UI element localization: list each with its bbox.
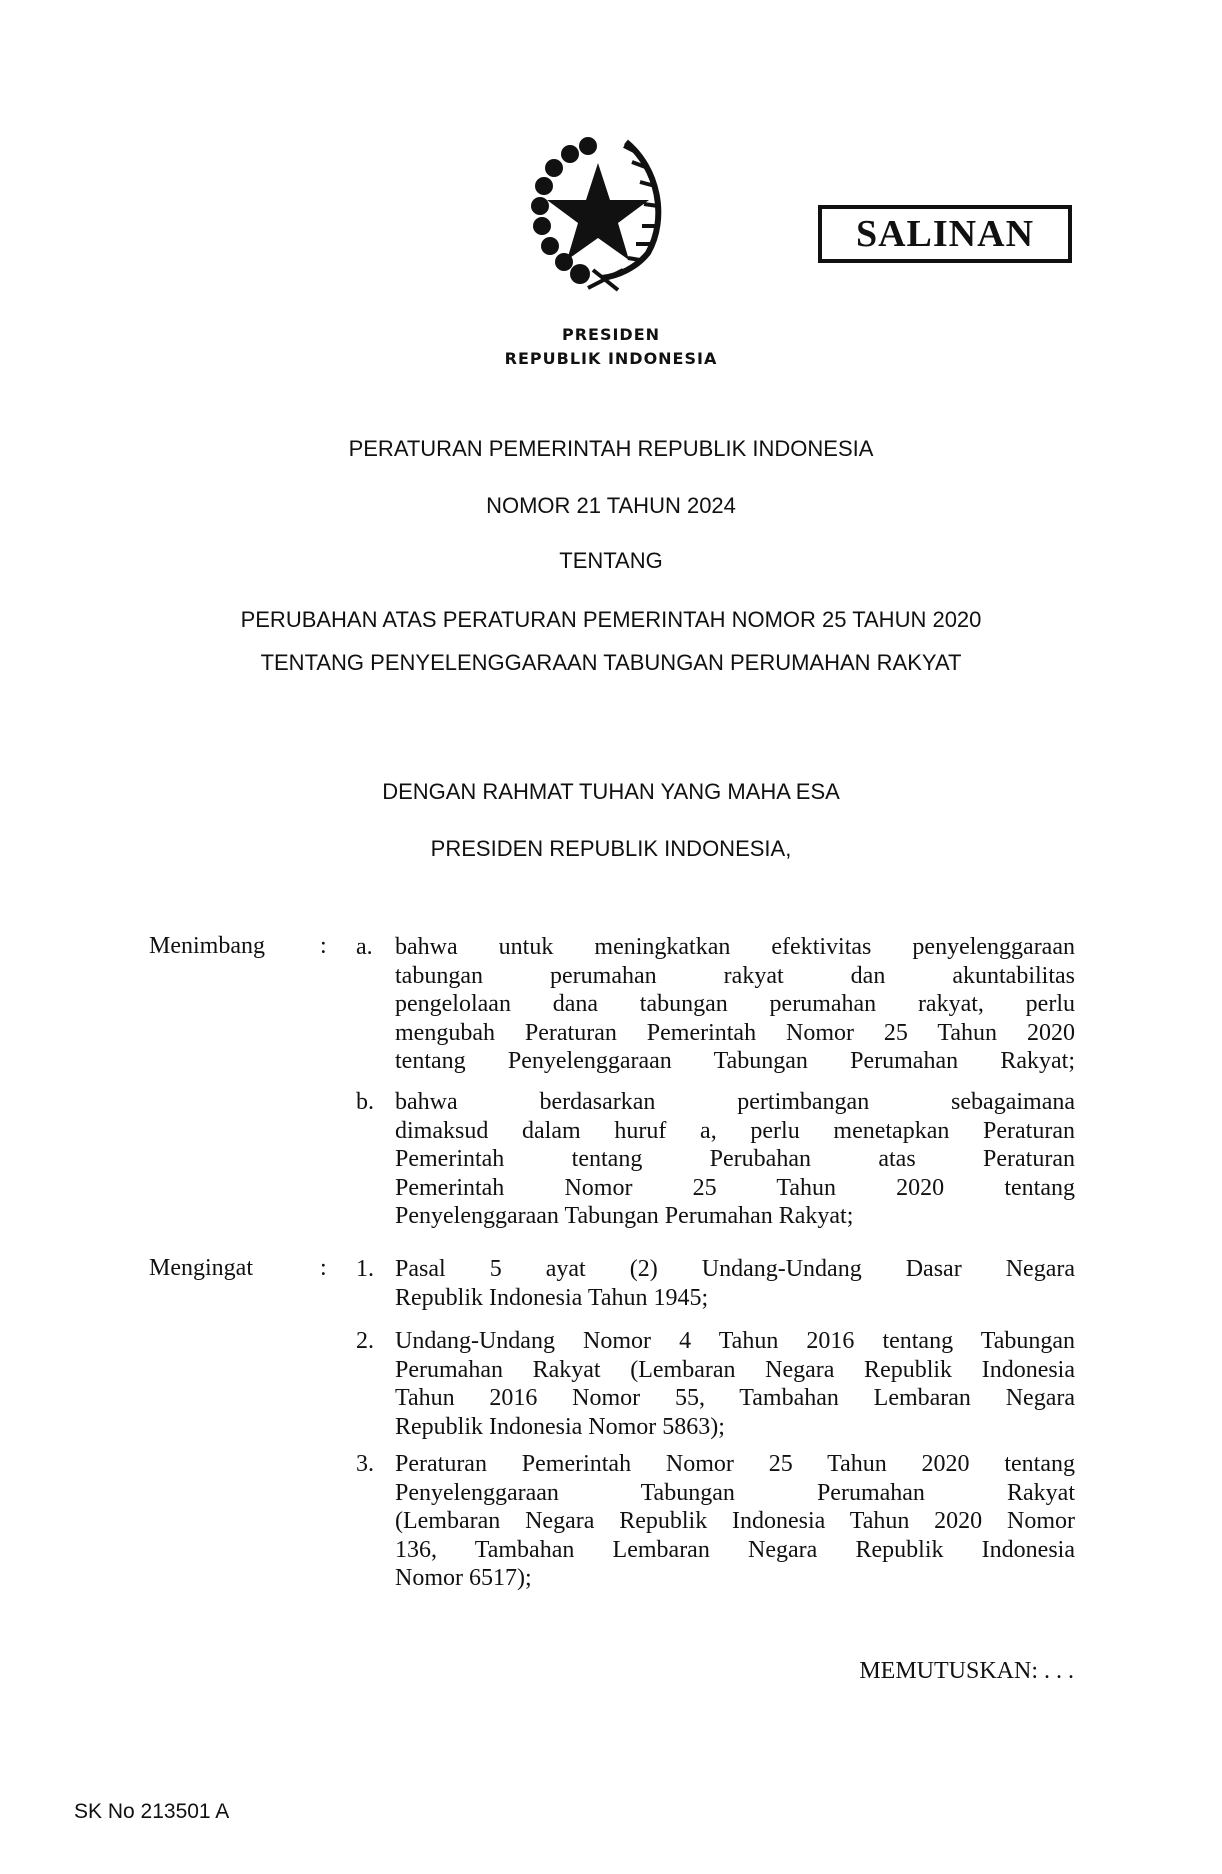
mengingat-label: Mengingat (149, 1255, 253, 1281)
regulation-subject-line2: TENTANG PENYELENGGARAAN TABUNGAN PERUMAHAN RAKYAT (260, 650, 962, 675)
item-marker: 1. (356, 1256, 374, 1282)
item-line: Pemerintah tentang Perubahan atas Peraturan (395, 1146, 1075, 1173)
item-line: Penyelenggaraan Tabungan Perumahan Rakyat (395, 1479, 1075, 1506)
item-line: Nomor 6517); (395, 1565, 532, 1592)
item-line: (Lembaran Negara Republik Indonesia Tahun 2020 Nomor (395, 1508, 1075, 1535)
item-marker: b. (356, 1089, 374, 1115)
item-line: Undang-Undang Nomor 4 Tahun 2016 tentang Tabungan (395, 1328, 1075, 1354)
item-line: tentang Penyelenggaraan Tabungan Perumahan Rakyat; (395, 1048, 1075, 1075)
item-line: Penyelenggaraan Tabungan Perumahan Rakyat; (395, 1203, 854, 1230)
menimbang-label: Menimbang (149, 933, 265, 959)
preamble-invocation: DENGAN RAHMAT TUHAN YANG MAHA ESA (382, 779, 840, 804)
item-line: Perumahan Rakyat (Lembaran Negara Republik Indonesia (395, 1356, 1075, 1383)
item-line: Republik Indonesia Nomor 5863); (395, 1413, 725, 1440)
item-line: pengelolaan dana tabungan perumahan rakyat, perlu (395, 991, 1075, 1018)
item-line: dimaksud dalam huruf a, perlu menetapkan Peraturan (395, 1117, 1075, 1144)
item-line: Republik Indonesia Tahun 1945; (395, 1284, 709, 1311)
item-line: Peraturan Pemerintah Nomor 25 Tahun 2020 tentang (395, 1451, 1075, 1477)
tentang-heading: TENTANG (559, 548, 663, 573)
mengingat-colon: : (320, 1255, 327, 1281)
item-line: Tahun 2016 Nomor 55, Tambahan Lembaran Negara (395, 1385, 1075, 1412)
regulation-type: PERATURAN PEMERINTAH REPUBLIK INDONESIA (348, 436, 874, 461)
item-line: mengubah Peraturan Pemerintah Nomor 25 Tahun 2020 (395, 1019, 1075, 1046)
regulation-number: NOMOR 21 TAHUN 2024 (486, 493, 736, 518)
item-line: Pasal 5 ayat (2) Undang-Undang Dasar Negara (395, 1256, 1075, 1282)
office-name-line1: PRESIDEN (561, 325, 661, 344)
item-marker: 3. (356, 1451, 374, 1477)
item-line: Pemerintah Nomor 25 Tahun 2020 tentang (395, 1174, 1075, 1201)
office-name-line2: REPUBLIK INDONESIA (504, 349, 718, 368)
item-line: bahwa untuk meningkatkan efektivitas penyelenggaraan (395, 934, 1075, 960)
sk-number: SK No 213501 A (74, 1800, 230, 1823)
garuda-star-emblem (518, 128, 678, 298)
item-marker: a. (356, 934, 373, 960)
item-line: tabungan perumahan rakyat dan akuntabilitas (395, 962, 1075, 989)
regulation-subject-line1: PERUBAHAN ATAS PERATURAN PEMERINTAH NOMOR 25 TAHUN 2020 (240, 607, 982, 632)
item-line: bahwa berdasarkan pertimbangan sebagaimana (395, 1089, 1075, 1115)
preamble-president: PRESIDEN REPUBLIK INDONESIA, (430, 836, 792, 861)
menimbang-colon: : (320, 933, 327, 959)
item-line: 136, Tambahan Lembaran Negara Republik Indonesia (395, 1536, 1075, 1563)
salinan-stamp: SALINAN (818, 205, 1072, 263)
item-marker: 2. (356, 1328, 374, 1354)
continuation-marker: MEMUTUSKAN: . . . (859, 1658, 1074, 1684)
